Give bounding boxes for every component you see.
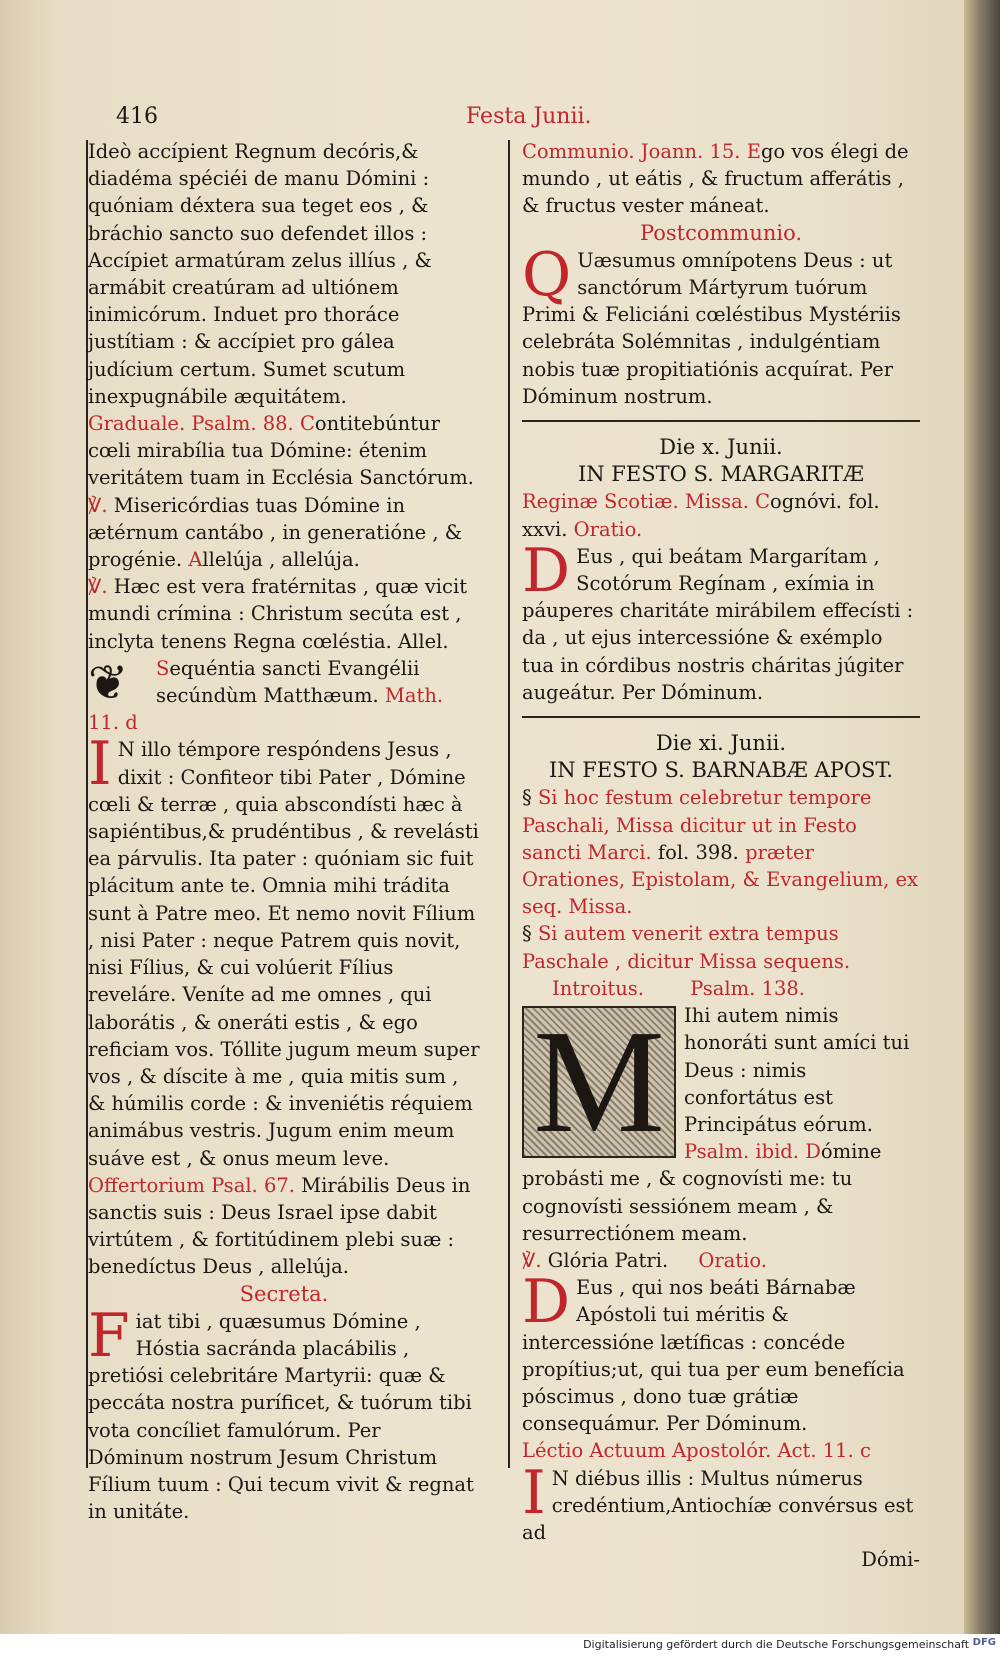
lectio-label: éctio Actuum Apostolór. (534, 1439, 772, 1463)
communio-text: go vos élegi de mundo , ut eátis , & fructum afferátis , & fructus vester máneat. (522, 140, 909, 218)
feast-title: IN FESTO S. MARGARITÆ (577, 462, 865, 487)
catchword-text: Dómi- (861, 1548, 920, 1572)
feast-date: Die x. Junii. (659, 435, 783, 460)
oratio-text (522, 1267, 920, 1437)
postcommunio-heading: Postcommunio. (639, 220, 803, 245)
digitization-footer (0, 1634, 1000, 1656)
communio-label: Communio. Joann. 15. (522, 140, 741, 163)
initial-letter: C (299, 412, 315, 436)
introitus-label: Introitus. (552, 976, 644, 1000)
feast-title: IN FESTO S. BARNABÆ APOST. (548, 758, 894, 783)
gloria-text: Glória Patri. (547, 1248, 669, 1272)
drop-initial: D (522, 1267, 571, 1338)
oratio-body: Eus , qui beátam Margarítam , Scotórum Regínam , exímia in páuperes charitáte mirábilem effecísti : da , ut ejus intercessióne & exémplo tua in córdibus nostris cháritas júgiter augeátur. Per Dóminum. (522, 544, 914, 704)
rubric-text: Si autem venerit extra tempus Paschale , dicitur Missa sequens. (522, 922, 851, 973)
initial-letter: L (522, 1439, 535, 1463)
postcommunio-text (522, 239, 920, 410)
drop-initial: I (522, 1457, 546, 1528)
lectio-body: N diébus illis : Multus númerus credéntium,Antiochíæ convérsus est ad (522, 1466, 914, 1544)
lesson-text: Ideò accípient Regnum decóris,& diadéma spéciéi de manu Dómini : quóniam déxtera sua teget eos , & bráchio sancto suo defendet illos : Accípiet armatúram zelus illíus , & armábit creatúram ad ultiónem inimicórum. Induet pro thoráce justítiam : & accípiet pro gálea judícium certum. Sumet scutum inexpugnábile æquitátem. (88, 140, 432, 408)
oratio-label: Oratio. (698, 1248, 767, 1272)
introitus-body: Ihi autem nimis honoráti sunt amíci tui Deus : nimis confortátus est Principátus eórum. (684, 1004, 910, 1136)
drop-initial: D (522, 535, 571, 606)
gospel-text (88, 729, 480, 1171)
decorated-initial: M (522, 1006, 676, 1158)
initial-letter: D (805, 1140, 821, 1164)
oratio-label: Oratio. (573, 517, 643, 541)
rubric-text: Si hoc festum celebretur tempore Paschali, Missa dicitur ut in Festo sancti Marci. (522, 786, 872, 864)
alleluia-text: llelúja , allelúja. (202, 548, 360, 572)
scripture-reference: Math. 11. d (88, 684, 444, 735)
versicle-symbol: ℣. (88, 493, 108, 517)
secreta-text (88, 1300, 480, 1526)
page-number: 416 (116, 104, 158, 129)
section-rule (522, 420, 920, 422)
initial-letter: C (755, 490, 771, 514)
running-title: Festa Junii. (466, 104, 592, 129)
right-column (522, 138, 920, 1573)
feast-subtitle: Reginæ Scotiæ. (522, 490, 679, 514)
rubric-text: præter Orationes, Epistolam, & Evangelium, ex seq. Missa. (522, 840, 919, 919)
verse-text: Hæc est vera fratérnitas , quæ vicit mundi crímina : Christum secúta est , inclyta tenens Regna cœléstia. Allel. (88, 575, 468, 653)
psalm-text: ómine probásti me , & cognovísti me: tu cognovísti sessiónem meam , & resurrectiónem meam. (522, 1140, 882, 1245)
initial-letter: S (156, 656, 170, 680)
rubric (522, 784, 920, 920)
missa-line (522, 488, 920, 542)
offertorium-label: Offertorium Psal. 67. (88, 1173, 295, 1197)
drop-initial: I (88, 729, 112, 800)
graduale-text: ontitebúntur cœli mirabília tua Dómine: étenim veritátem tuam in Ecclésia Sanctórum. (88, 412, 474, 490)
folio-reference: fol. xxvi. (522, 490, 880, 541)
folio-reference: fol. 398. (657, 840, 739, 864)
running-header (116, 104, 906, 134)
versicle-symbol: ℣. (88, 575, 108, 599)
lectio-text (522, 1457, 920, 1547)
offertorium (88, 1172, 480, 1281)
ornament-icon: ❦ (88, 654, 129, 711)
initial-letter: E (746, 140, 761, 163)
section-rule (522, 716, 920, 718)
secreta-heading: Secreta. (239, 1281, 329, 1306)
initial-letter: A (188, 548, 203, 572)
scripture-reference: Psalm. 138. (690, 976, 805, 1000)
oratio-text (522, 535, 920, 706)
versicle-symbol: ℣. (522, 1248, 542, 1272)
graduale-label: Graduale. Psalm. 88. (88, 412, 294, 436)
offertorium-text: Mirábilis Deus in sanctis suis : Deus Israel ipse dabit virtútem , & fortitúdinem plebi suæ : benedíctus Deus , allelúja. (88, 1173, 471, 1279)
catchword (522, 1546, 920, 1573)
missa-incipit: ognóvi. (770, 490, 843, 514)
rubric (522, 920, 920, 974)
scripture-reference: Act. 11. c (777, 1439, 871, 1463)
page-edge (964, 0, 1000, 1656)
lectio-heading (522, 1437, 920, 1464)
column-divider (508, 140, 510, 1468)
section-symbol: § (522, 922, 532, 946)
sequence-text: equéntia sancti Evangélii secúndùm Matthæum. (156, 656, 420, 708)
verse-text: Misericórdias tuas Dómine in ætérnum cantábo , in generatióne , & progénie. (88, 493, 463, 572)
funding-credit: Digitalisierung gefördert durch die Deutsche Forschungsgemeinschaft · (583, 1638, 976, 1651)
secreta-body: iat tibi , quæsumus Dómine , Hóstia sacránda placábilis , pretiósi celebritáre Martyrii: quæ & peccáta nostra puríficet, & tuórum tibi vota concíliet famulórum. Per Dóminum nostrum Jesum Christum Fílium tuum : Qui tecum vivit & regnat in unitáte. (88, 1309, 474, 1524)
gloria-line (522, 1247, 920, 1274)
feast-date: Die xi. Junii. (655, 731, 787, 756)
verse (88, 573, 480, 655)
drop-initial: F (88, 1300, 130, 1371)
dfg-logo: DFG (972, 1637, 996, 1648)
communio (522, 138, 920, 220)
psalm-label: Psalm. ibid. (684, 1140, 799, 1164)
oratio-body: Eus , qui nos beáti Bárnabæ Apóstoli tui méritis & intercessióne lætíficas : concéde propítius;ut, qui tua per eum benefícia póscimus , dono tuæ grátiæ consequámur. Per Dóminum. (522, 1276, 905, 1436)
graduale (88, 410, 480, 492)
left-column (88, 138, 480, 1525)
sequence-heading (88, 655, 480, 737)
missa-label: Missa. (684, 490, 749, 514)
postcommunio-body: Uæsumus omnípotens Deus : ut sanctórum Mártyrum tuórum Primi & Feliciáni cœléstibus Mystériis celebráta Solémnitas , indulgéntiam nobis tuæ propitiatiónis acquírat. Per Dóminum nostrum. (522, 248, 901, 408)
verse (88, 492, 480, 574)
introitus-heading (522, 975, 920, 1002)
section-symbol: § (522, 786, 532, 810)
gospel-body: N illo témpore respóndens Jesus , dixit : Confiteor tibi Pater , Dómine cœli & terræ , quia abscondísti hæc à sapiéntibus,& prudéntibus , & revelásti ea párvulis. Ita pater : quóniam sic fuit plácitum ante te. Omnia mihi trádita sunt à Patre meo. Et nemo novit Fílium , nisi Pater : neque Patrem quis novit, nisi Fílius, & cui volúerit Fílius reveláre. Veníte ad me omnes , qui laborátis , & oneráti estis , & ego reficiam vos. Tóllite jugum meum super vos , & díscite à me , quia mitis sum , & húmilis corde : & inveniétis réquiem animábus vestris. Jugum enim meum suáve est , & onus meum leve. (88, 738, 480, 1170)
drop-initial: Q (522, 239, 572, 310)
